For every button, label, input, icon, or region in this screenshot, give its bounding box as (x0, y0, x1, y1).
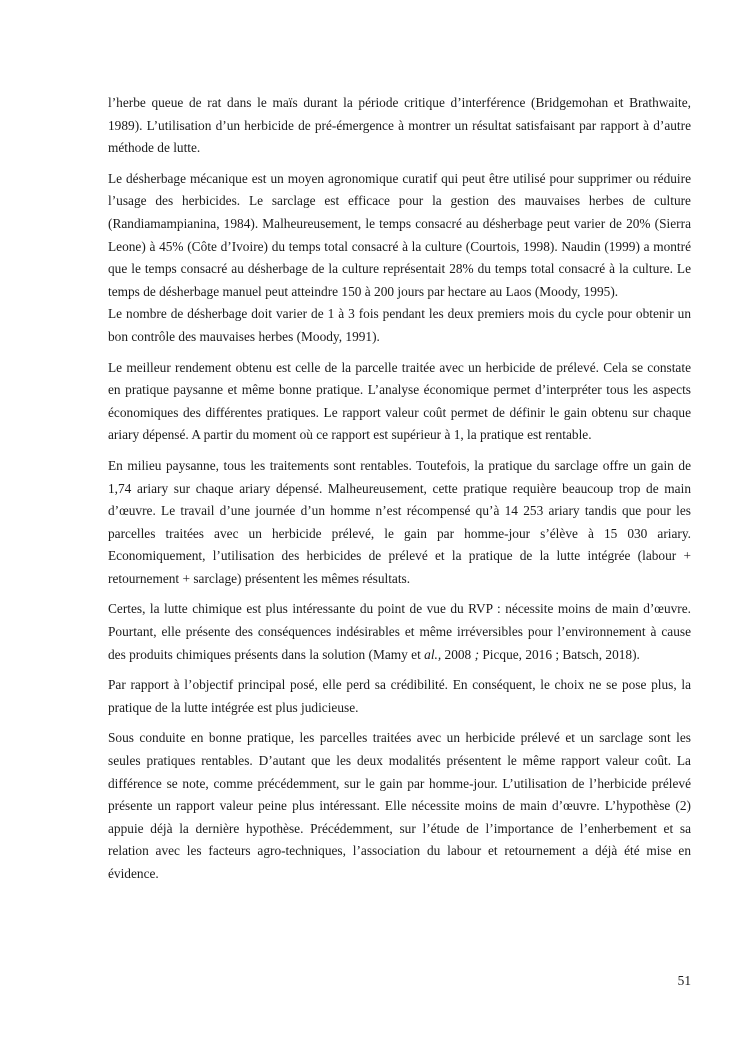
paragraph-objectif-principal: Par rapport à l’objectif principal posé, elle perd sa crédibilité. En conséquent, le choix ne se pose plus, la pratique de la lutte intégrée est plus judicieuse. (108, 677, 691, 715)
rvp-text-italic: al., (424, 646, 442, 662)
rvp-text-after: Picque, 2016 ; Batsch, 2018). (479, 646, 640, 662)
paragraph-bonne-pratique: Sous conduite en bonne pratique, les parcelles traitées avec un herbicide prélevé et un sarclage sont les seules pratiques rentables. D’autant que les deux modalités présentent le même rapport valeur coût. La différence se note, comme précédemment, sur le gain par homme-jour. L’utilisation de l’herbicide prélevé présente un rapport valeur peine plus intéressant. Elle nécessite moins de main d’œuvre. L’hypothèse (2) appuie déjà la dernière hypothèse. Précédemment, sur l’étude de l’importance de l’enherbement et sa relation avec les facteurs agro-techniques, l’association du labour et retournement a déjà été mise en évidence. (108, 730, 691, 881)
rvp-text-middle: 2008 (441, 646, 475, 662)
paragraph-meilleur-rendement: Le meilleur rendement obtenu est celle de la parcelle traitée avec un herbicide de prélevé. Cela se constate en pratique paysanne et même bonne pratique. L’analyse économique permet d’interpréter tous les aspects économiques des différentes pratiques. Le rapport valeur coût permet de définir le gain obtenu sur chaque ariary dépensé. A partir du moment où ce rapport est supérieur à 1, la pratique est rentable. (108, 359, 691, 443)
paragraph-nombre-desherbage: Le nombre de désherbage doit varier de 1 à 3 fois pendant les deux premiers mois du cycle pour obtenir un bon contrôle des mauvaises herbes (Moody, 1991). (108, 306, 691, 344)
paragraph-lutte-chimique (108, 598, 691, 666)
rvp-text-italic-semicolon: ; (474, 646, 480, 662)
paragraph-desherbage-mecanique: Le désherbage mécanique est un moyen agronomique curatif qui peut être utilisé pour supprimer ou réduire l’usage des herbicides. Le sarclage est efficace pour la gestion des mauvaises herbes de culture (Randiamampianina, 1984). Malheureusement, le temps consacré au désherbage peut varier de 20% (Sierra Leone) à 45% (Côte d’Ivoire) du temps total consacré à la culture (Courtois, 1998). Naudin (1999) a montré que le temps consacré au désherbage de la culture représentait 28% du temps total consacré à la culture. Le temps de désherbage manuel peut atteindre 150 à 200 jours par hectare au Laos (Moody, 1995). (108, 170, 691, 299)
page-number: 51 (677, 973, 691, 988)
rvp-text-before: Certes, la lutte chimique est plus intéressante du point de vue du RVP : nécessite moins de main d’œuvre. Pourtant, elle présente des conséquences indésirables et même irréversibles pour l’environnement à cause des produits chimiques présents dans la solution (Mamy et (108, 601, 691, 662)
page-body (108, 92, 691, 894)
paragraph-herbicide-preemergence: l’herbe queue de rat dans le maïs durant la période critique d’interférence (Bridgemohan et Brathwaite, 1989). L’utilisation d’un herbicide de pré-émergence à montrer un résultat satisfaisant par rapport à d’autre méthode de lutte. (108, 95, 691, 156)
paragraph-milieu-paysanne: En milieu paysanne, tous les traitements sont rentables. Toutefois, la pratique du sarclage offre un gain de 1,74 ariary sur chaque ariary dépensé. Malheureusement, cette pratique requière beaucoup trop de main d’œuvre. Le travail d’une journée d’un homme n’est récompensé qu’à 14 253 ariary tandis que pour les parcelles traitées avec un herbicide prélevé, le gain par homme-jour s’élève à 15 030 ariary. Economiquement, l’utilisation des herbicides de prélevé et la pratique de la lutte intégrée (labour + retournement + sarclage) présentent les mêmes résultats. (108, 457, 691, 586)
